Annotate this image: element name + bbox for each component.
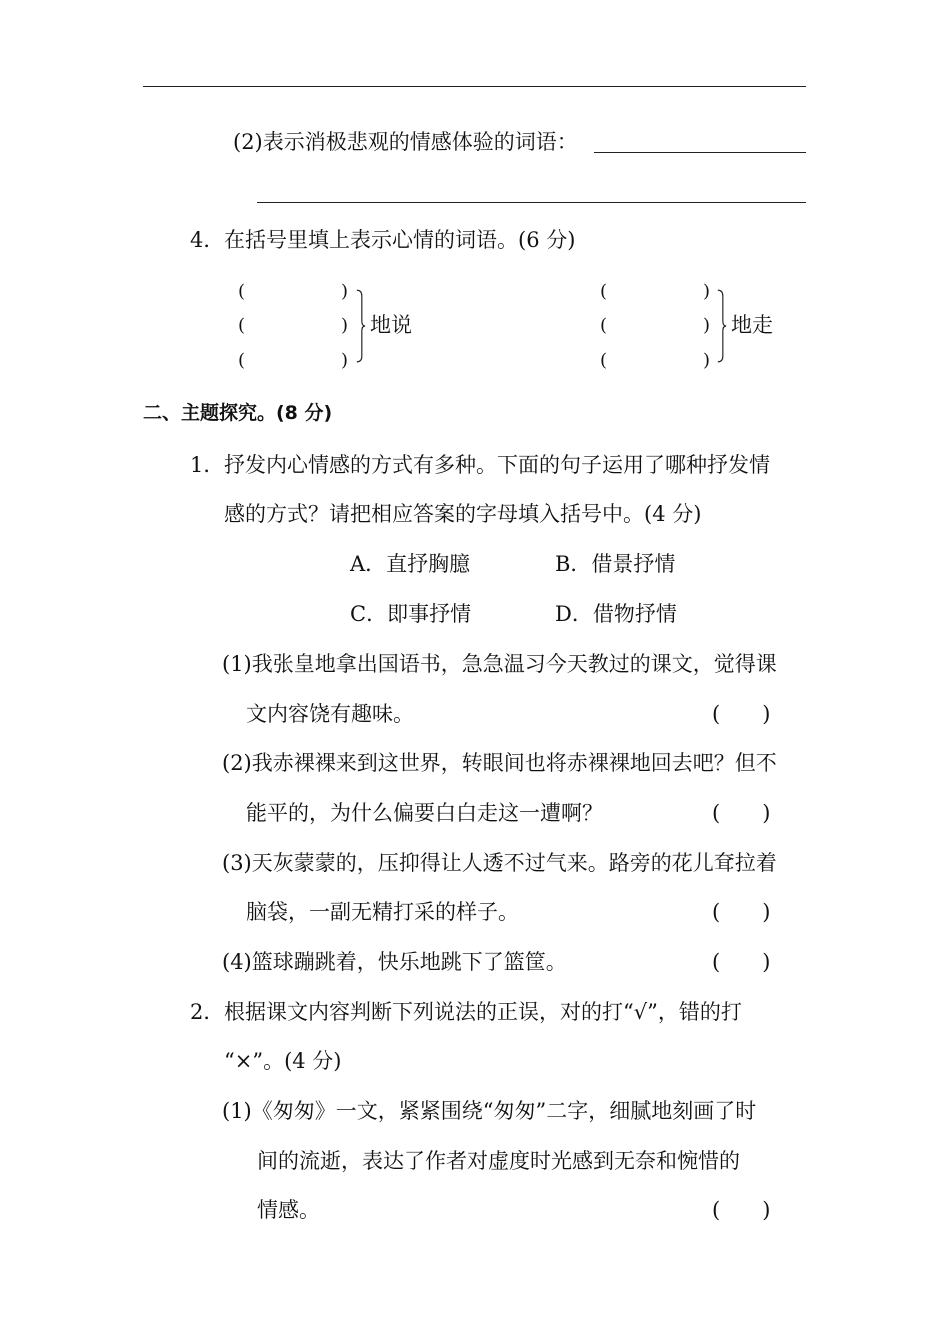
group1-suffix: 地说 — [370, 313, 412, 337]
item2-answer-line-2[interactable] — [257, 202, 806, 203]
option-d: D．借物抒情 — [555, 602, 677, 626]
brace-group2-icon — [717, 282, 727, 370]
brace-group1-icon — [356, 282, 366, 370]
q1-item1-answer[interactable]: ( ) — [712, 702, 771, 726]
q1-item2-line2: 能平的，为什么偏要白白走这一遭啊？ — [246, 801, 603, 825]
q1-line1: 抒发内心情感的方式有多种。下面的句子运用了哪种抒发情 — [224, 453, 770, 477]
option-b: B．借景抒情 — [555, 552, 676, 576]
q1-item3-line1: (3)天灰蒙蒙的，压抑得让人透不过气来。路旁的花儿耷拉着 — [222, 851, 777, 875]
q1-item1-line1: (1)我张皇地拿出国语书，急急温习今天教过的课文，觉得课 — [222, 652, 777, 676]
q1-item1-line2: 文内容饶有趣味。 — [246, 702, 414, 726]
section2-title: 二、主题探究。(8 分) — [143, 402, 333, 424]
q2-item1-line3: 情感。 — [257, 1198, 320, 1222]
blank-close-6[interactable]: ) — [703, 350, 711, 371]
q2-line1: 根据课文内容判断下列说法的正误，对的打“√”，错的打 — [224, 1000, 742, 1024]
q1-item2-answer[interactable]: ( ) — [712, 801, 771, 825]
q2-item1-line2: 间的流逝，表达了作者对虚度时光感到无奈和惋惜的 — [257, 1149, 740, 1173]
blank-open-1[interactable]: ( — [238, 281, 246, 302]
blank-open-2[interactable]: ( — [238, 315, 246, 336]
blank-close-3[interactable]: ) — [341, 350, 349, 371]
option-a: A．直抒胸臆 — [350, 552, 471, 576]
blank-open-4[interactable]: ( — [600, 281, 608, 302]
group2-suffix: 地走 — [731, 313, 773, 337]
answer-line-top — [143, 86, 806, 87]
q2-line2: “×”。(4 分) — [224, 1049, 342, 1073]
q1-line2: 感的方式？请把相应答案的字母填入括号中。(4 分) — [224, 502, 702, 526]
q1-item3-line2: 脑袋，一副无精打采的样子。 — [246, 900, 519, 924]
blank-close-1[interactable]: ) — [341, 281, 349, 302]
blank-close-2[interactable]: ) — [341, 315, 349, 336]
q2-item1-line1: (1)《匆匆》一文，紧紧围绕“匆匆”二字，细腻地刻画了时 — [222, 1099, 757, 1123]
blank-open-6[interactable]: ( — [600, 350, 608, 371]
q4-number: 4． — [190, 228, 225, 252]
item2-answer-line-1[interactable] — [594, 152, 806, 153]
q4-text: 在括号里填上表示心情的词语。(6 分) — [224, 228, 576, 252]
q2-number: 2． — [190, 1000, 225, 1024]
q2-item1-answer[interactable]: ( ) — [712, 1198, 771, 1222]
option-c: C．即事抒情 — [350, 602, 472, 626]
blank-open-3[interactable]: ( — [238, 350, 246, 371]
blank-close-4[interactable]: ) — [703, 281, 711, 302]
q1-item2-line1: (2)我赤裸裸来到这世界，转眼间也将赤裸裸地回去吧？但不 — [222, 751, 777, 775]
q1-item3-answer[interactable]: ( ) — [712, 900, 771, 924]
blank-open-5[interactable]: ( — [600, 315, 608, 336]
blank-close-5[interactable]: ) — [703, 315, 711, 336]
item2-label: (2)表示消极悲观的情感体验的词语： — [233, 130, 578, 154]
q1-item4-answer[interactable]: ( ) — [712, 950, 771, 974]
q1-item4-line1: (4)篮球蹦跳着，快乐地跳下了篮筐。 — [222, 950, 567, 974]
q1-number: 1． — [190, 453, 225, 477]
